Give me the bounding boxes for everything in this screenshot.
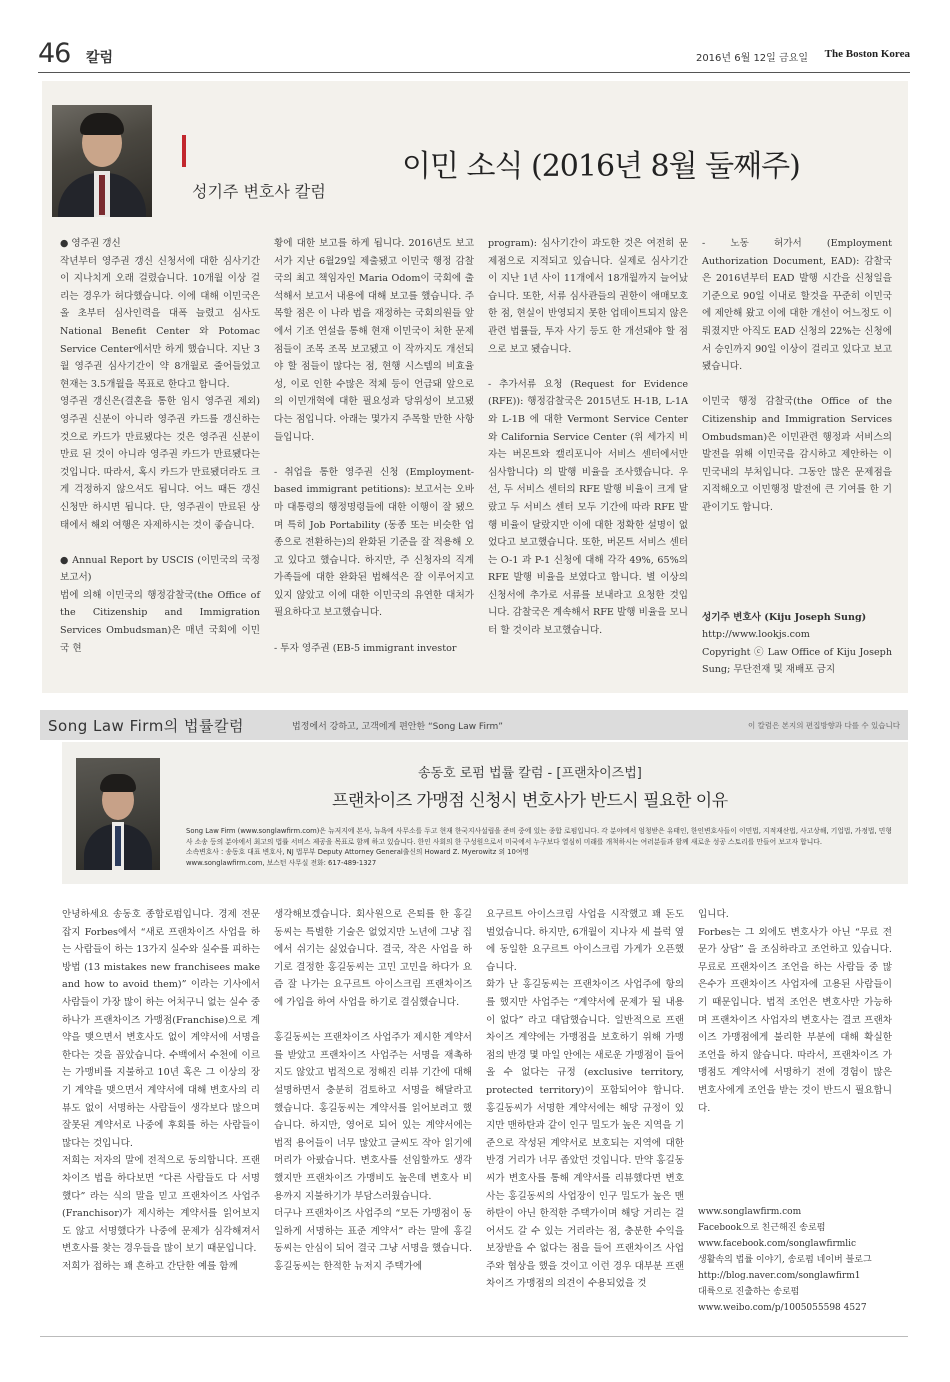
signature-url[interactable]: http://www.lookjs.com xyxy=(702,629,810,641)
accent-bar xyxy=(182,135,186,167)
section-label: 칼럼 xyxy=(86,50,114,66)
page-number: 46 xyxy=(38,38,71,69)
firm-introduction: Song Law Firm (www.songlawfirm.com)은 뉴저지에 본사, 뉴욕에 사무소를 두고 현재 한국지사설립을 준비 중에 있는 종합 로펌입니다. 각 분야에서 엄청받은 유태인, 한인변호사들이 이민법, 지적재산법, 사고상해, 기업법, 가정법, 민형사 소송 등의 분야에서 최고의 법률 서비스 제공을 목표로 함께 하고 있습니다. 한인 사회의 한 구성원으로서 미국에서 누구보다 열심히 미래를 개척하시는 여러분들과 함께 새로운 성공 스토리를 만들어 보고자 합니다. 소속변호사 : 송동호 대표 변호사, NJ 법무부 Deputy Attorney General출신의 Howard Z. Myerowitz 외 10여명 www.songlawfirm.com, 보스턴 사무실 전화: 617-489-1327 xyxy=(186,827,892,867)
page-header xyxy=(38,38,910,72)
column-text-4: - 노동 허가서 (Employment Authorization Document, EAD): 감찰국은 2016년부터 EAD 발행 시간을 신청일을 기준으로 90일 이내로 할것을 꾸준히 이민국에 제안해 왔고 이에 대한 개선이 어느정도 이뤄졌지만 아직도 EAD 신청의 22%는 신청에서 승인까지 90일 이상이 걸리고 있다고 보고됐습니다. 이민국 행정 감찰국(the Office of the Citizenship and Immigration Services Ombudsman)은 이민관련 행정과 서비스의 발전을 위해 이민국을 감시하고 제안하는 이민국내의 부처입니다. 그동안 많은 문제점을 지적해오고 이민행정 발전에 큰 기여를 한 기관이기도 합니다. 성기주 변호사 (Kiju Joseph Sung) http://www.lookjs.com Copyright ⓒ Law Office of Kiju Joseph Sung; 무단전재 및 재배포 금지 xyxy=(702,235,892,679)
column-text-3: program): 심사기간이 과도한 것은 여전히 문제점으로 지적되고 있습니다. 실제로 심사기간이 지난 1년 사이 11개에서 18개월까지 늘어났습니다. 또한, 서류 심사관들의 권한이 애매모호한 점, 현실이 반영되지 못한 업데이트되지 않은 관련 법률들, 투자 사기 등도 한 개선돼야 할 점으로 보고 됐습니다. - 추가서류 요청 (Request for Evidence (RFE)): 행정감찰국은 2015년도 H-1B, L-1A 와 L-1B 에 대한 Vermont Service Center 와 California Service Center (위 세가지 비자는 버몬트와 캘리포니아 서비스 센터에서만 심사합니다) 의 발행 비율을 조사했습니다. 우선, 두 서비스 센터의 RFE 발행 비율이 크게 달랐고 두 서비스 센터 모두 기간에 따라 RFE 발행 비율이 달랐지만 이에 대한 정확한 설명이 없었다고 보고했습니다. 또한, 버몬트 서비스 센터는 O-1 과 P-1 신청에 대해 각각 49%, 65%의 RFE 발행 비율을 보였다고 합니다. 별 이상의 신청서에 추가로 서류를 보내라고 요청한 것입니다. 감찰국은 계속해서 RFE 발행 비율을 모니터 할 것이라 보고했습니다. xyxy=(488,238,688,637)
link-facebook[interactable]: www.facebook.com/songlawfirmlic xyxy=(698,1239,857,1249)
article-text-2: 생각해보겠습니다. 회사원으로 은퇴를 한 홍길동씨는 특별한 기술은 없었지만 노년에 그냥 집에서 쉬기는 싫었습니다. 결국, 작은 사업을 하기로 결정한 홍길동씨는 고민 고민을 하다가 요즘 잘 나가는 요구르트 아이스크림 프랜차이즈에 가입을 하여 사업을 하기로 결심했습니다. 홍길동씨는 프랜차이즈 사업주가 제시한 계약서를 받았고 프랜차이즈 사업주는 서명을 재촉하지도 않았고 법적으로 정해진 리뷰 기간에 대해 설명하면서 충분히 검토하고 서명을 해달라고 했습니다. 홍길동씨는 계약서를 읽어보려고 했습니다. 하지만, 영어로 되어 있는 계약서에는 법적 용어들이 너무 많았고 글씨도 작아 읽기에 머리가 아팠습니다. 변호사를 선임할까도 생각했지만 프랜차이즈 가맹비도 높은데 변호사 비용까지 지불하기가 부담스러웠습니다. 더구나 프랜차이즈 사업주의 “모든 가맹점이 동일하게 서명하는 표준 계약서” 라는 말에 홍길동씨는 안심이 되어 결국 그냥 서명을 했습니다. 홍길동씨는 한적한 뉴저지 주택가에 xyxy=(274,909,472,1272)
signature-copyright: Copyright ⓒ Law Office of Kiju Joseph Sung; 무단전재 및 재배포 금지 xyxy=(702,646,892,676)
banner-title: Song Law Firm의 법률칼럼 xyxy=(48,717,245,735)
article-text-4: 입니다. Forbes는 그 외에도 변호사가 아닌 “무료 전문가 상담” 을 조심하라고 조언하고 있습니다. 무료로 프랜차이즈 조언을 하는 사람들 중 많은수가 프랜차이즈 사업자에 고용된 사람들이기 때문입니다. 법적 조언은 변호사만 가능하며 프랜차이즈 사업자의 변호사는 결코 프랜차이즈 가맹점에게 불리한 부분에 대해 확실한 조언을 하지 않습니다. 따라서, 프랜차이즈 가맹점도 계약서에 서명하기 전에 경험이 많은 변호사에게 조언을 받는 것이 반드시 필요합니다. xyxy=(698,909,892,1114)
issue-date: 2016년 6월 12일 금요일 xyxy=(695,53,808,64)
lawfirm-intro-box xyxy=(62,742,908,884)
header-rule xyxy=(38,72,910,73)
link-weibo[interactable]: www.weibo.com/p/1005055598 4527 xyxy=(698,1303,867,1313)
column-text-2: 황에 대한 보고를 하게 됩니다. 2016년도 보고서가 지난 6월29일 제출됐고 이민국 행정 감찰국의 최고 책임자인 Maria Odom이 국회에 출석해서 보고서 내용에 대해 보고를 했습니다. 주목할 점은 이 나라 법을 재정하는 국회의원들 앞에서 기조 연설을 통해 현재 이민국이 처한 문제점들이 조목 조목 보고됐고 이 작까지도 개선되야 할 점들이 많다는 점, 현행 시스템의 비효율성, 이로 인한 수많은 적체 등이 언급돼 앞으로의 이민개혁에 대한 필요성과 당위성이 보고됐다는 점입니다. 아래는 몇가지 주목할 만한 사항들입니다. - 취업을 통한 영주권 신청 (Employment-based immigrant petitions): 보고서는 오바마 대통령의 행정명령들에 대한 이행이 잘 됐으며 특히 Job Portability (동종 또는 비슷한 업종으로 전환하는)의 완화된 기준을 잘 적용해 오고 있다고 했습니다. 하지만, 주 신청자의 직계 가족들에 대한 완화된 법해석은 잘 이루어지고 있지 않았고 이에 대한 이민국의 유연한 대처가 필요하다고 보고했습니다. - 투자 영주권 (EB-5 immigrant investor xyxy=(274,238,474,654)
link-blog-label: 생활속의 법률 이야기, 송로펌 네이버 블로그 xyxy=(698,1255,872,1265)
article-title: 프랜차이즈 가맹점 신청시 변호사가 반드시 필요한 이유 xyxy=(332,791,728,811)
column-author: 성기주 변호사 칼럼 xyxy=(192,182,326,201)
author-photo xyxy=(52,105,152,217)
article-kicker: 송동호 로펌 법률 칼럼 - [프랜차이즈법] xyxy=(418,766,642,781)
link-weibo-label: 대륙으로 진출하는 송로펌 xyxy=(698,1287,800,1297)
link-blog[interactable]: http://blog.naver.com/songlawfirm1 xyxy=(698,1271,861,1281)
contact-links xyxy=(698,1204,898,1316)
signature-name: 성기주 변호사 (Kiju Joseph Sung) xyxy=(702,611,867,623)
column-headline: 이민 소식 (2016년 8월 둘째주) xyxy=(402,149,800,184)
column-text-1: ● 영주권 갱신 작년부터 영주권 갱신 신청서에 대한 심사기간이 지나치게 오래 걸렸습니다. 10개월 이상 걸리는 경우가 허다했습니다. 이에 대해 이민국은 올 초부터 심사인력을 대폭 늘렸고 심사도 National Benefit Center 와 Potomac Service Center에서만 하게 했습니다. 지난 3월 영주권 심사기간이 약 8개월로 줄어들었고 현재는 3.5개월을 목표로 한다고 합니다. 영주권 갱신은(결혼을 통한 임시 영주권 제외) 영주권 신분이 아니라 영주권 카드를 갱신하는 것으로 카드가 만료됐다는 것은 영주권 신분이 만료 된 것이 아니라 영주권 카드가 만료됐다는 것입니다. 따라서, 혹시 카드가 만료됐더라도 크게 걱정하지 않으셔도 됩니다. 어느 때든 갱신 신청만 하시면 됩니다. 단, 영주권이 만료된 상태에서 해외 여행은 자제하시는 것이 좋습니다. ● Annual Report by USCIS (이민국의 국정 보고서) 법에 의해 이민국의 행정감찰국(the Office of the Citizenship and Immigration Services Ombudsman)은 매년 국회에 이민국 현 xyxy=(60,238,260,654)
bottom-rule xyxy=(40,1336,908,1337)
article-text-3: 요구르트 아이스크림 사업을 시작했고 꽤 돈도 벌었습니다. 하지만, 6개월이 지나자 세 블럭 옆에 동일한 요구르트 아이스크림 가게가 오픈했습니다. 화가 난 홍길동씨는 프랜차이즈 사업주에 항의를 했지만 사업주는 “계약서에 문제가 될 내용이 없다” 라고 대답했습니다. 일반적으로 프랜차이즈 계약에는 가맹점을 보호하기 위해 가맹점의 반경 몇 마일 안에는 새로운 가맹점이 들어올 수 없다는 규정 (exclusive territory, protected territory)이 포함되어야 합니다. 홍길동씨가 서명한 계약서에는 해당 규정이 있지만 맨하탄과 같이 인구 밀도가 높은 지역을 기준으로 작성된 계약서로 보호되는 지역에 대한 반경 거리가 너무 좁았던 것입니다. 만약 홍길동씨가 변호사를 통해 계약서를 리뷰했다면 변호사는 홍길동씨의 사업장이 인구 밀도가 높은 맨하탄이 아닌 한적한 주택가이며 해당 거리는 걸어서도 갈 수 있는 거리라는 점, 충분한 수익을 보장받을 수 없다는 점을 들어 프랜차이즈 사업주와 협상을 했을 것이고 이런 경우 대부분 프랜차이즈 가맹점의 의견이 수용되었을 것 xyxy=(486,909,684,1290)
link-website[interactable]: www.songlawfirm.com xyxy=(698,1207,802,1217)
link-facebook-label: Facebook으로 친근해진 송로펌 xyxy=(698,1223,826,1233)
newspaper-name: The Boston Korea xyxy=(824,48,910,60)
article-text-1: 안녕하세요 송동호 종합로펌입니다. 경제 전문 잡지 Forbes에서 “새로 프랜차이즈 사업을 하는 사람들이 하는 13가지 실수와 실수를 피하는 방법 (13 mistakes new franchisees make and how to avoid them)” 이라는 기사에서 사람들이 가장 많이 하는 어처구니 없는 실수 중 하나가 프랜차이즈 가맹점(Franchise)으로 계약을 맺으면서 변호사도 없이 계약서에 서명을 한다는 것을 꼽았습니다. 수백에서 수천에 이르는 가맹비를 지불하고 10년 혹은 그 이상의 장기 계약을 맺으면서 계약서에 대해 변호사의 리뷰도 없이 서명하는 사람들이 생각보다 많으며 잘못된 계약서로 나중에 후회를 하는 사람들이 많다는 것입니다. 저희는 저자의 말에 전적으로 동의합니다. 프랜차이즈 법을 하다보면 “다른 사람들도 다 서명했다” 라는 식의 말을 믿고 프랜차이즈 사업주(Franchisor)가 제시하는 계약서를 읽어보지도 않고 서명했다가 나중에 문제가 심각해져서 변호사를 찾는 경우들을 많이 보기 때문입니다. 저희가 접하는 꽤 흔하고 간단한 예를 함께 xyxy=(62,909,260,1272)
immigration-column xyxy=(42,81,908,693)
lawfirm-banner xyxy=(40,710,908,740)
banner-subtitle: 법정에서 강하고, 고객에게 편안한 “Song Law Firm” xyxy=(292,722,503,732)
lawyer-photo xyxy=(76,758,160,870)
banner-note: 이 칼럼은 본지의 편집방향과 다를 수 있습니다 xyxy=(748,721,900,730)
